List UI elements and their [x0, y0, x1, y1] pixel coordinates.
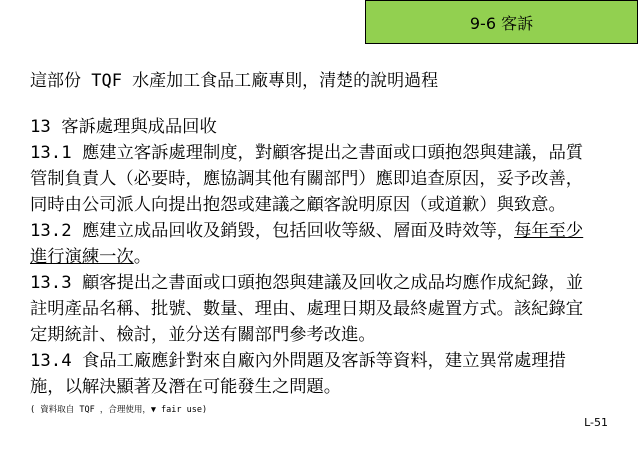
clause-13-1-line-3: 同時由公司派人向提出抱怨或建議之顧客說明原因（或道歉）與致意。: [30, 195, 566, 215]
clause-13-2-ending: 。: [133, 247, 151, 267]
clause-13-2-line-1: [30, 218, 615, 244]
clause-13-2-line-2: [30, 244, 615, 270]
clause-13-2-underlined-continuation: 進行演練一次: [30, 247, 134, 267]
section-title-box: [365, 0, 638, 44]
clause-13-1-line-1: 13.1 應建立客訴處理制度，對顧客提出之書面或口頭抱怨與建議，品質: [30, 143, 584, 163]
section-heading: 13 客訴處理與成品回收: [30, 117, 217, 137]
intro-text: 這部份 TQF 水產加工食品工廠專則，清楚的說明過程: [30, 71, 439, 91]
clause-13-3-line-2: 註明產品名稱、批號、數量、理由、處理日期及最終處置方式。該紀錄宜: [30, 299, 584, 319]
clause-13-1-line-2: 管制負責人（必要時，應協調其他有關部門）應即追查原因，妥予改善，: [30, 169, 584, 189]
clause-13-4-line-2: 施，以解決顯著及潛在可能發生之問題。: [30, 377, 342, 397]
clause-13-2-text: 13.2 應建立成品回收及銷毀，包括回收等級、層面及時效等，: [30, 221, 515, 241]
clause-13-3-line-3: 定期統計、檢討，並分送有關部門參考改進。: [30, 325, 376, 345]
page-number: L-51: [584, 416, 608, 429]
regulation-content: [30, 114, 615, 400]
source-note: ( 資料取自 TQF ，合理使用，▼ fair use): [30, 405, 208, 415]
clause-13-3-line-1: 13.3 顧客提出之書面或口頭抱怨與建議及回收之成品均應作成紀錄，並: [30, 273, 584, 293]
section-title: 9-6 客訴: [469, 13, 534, 33]
clause-13-2-underlined-text: 每年至少: [514, 221, 584, 241]
clause-13-4-line-1: 13.4 食品工廠應針對來自廠內外問題及客訴等資料，建立異常處理措: [30, 351, 566, 371]
